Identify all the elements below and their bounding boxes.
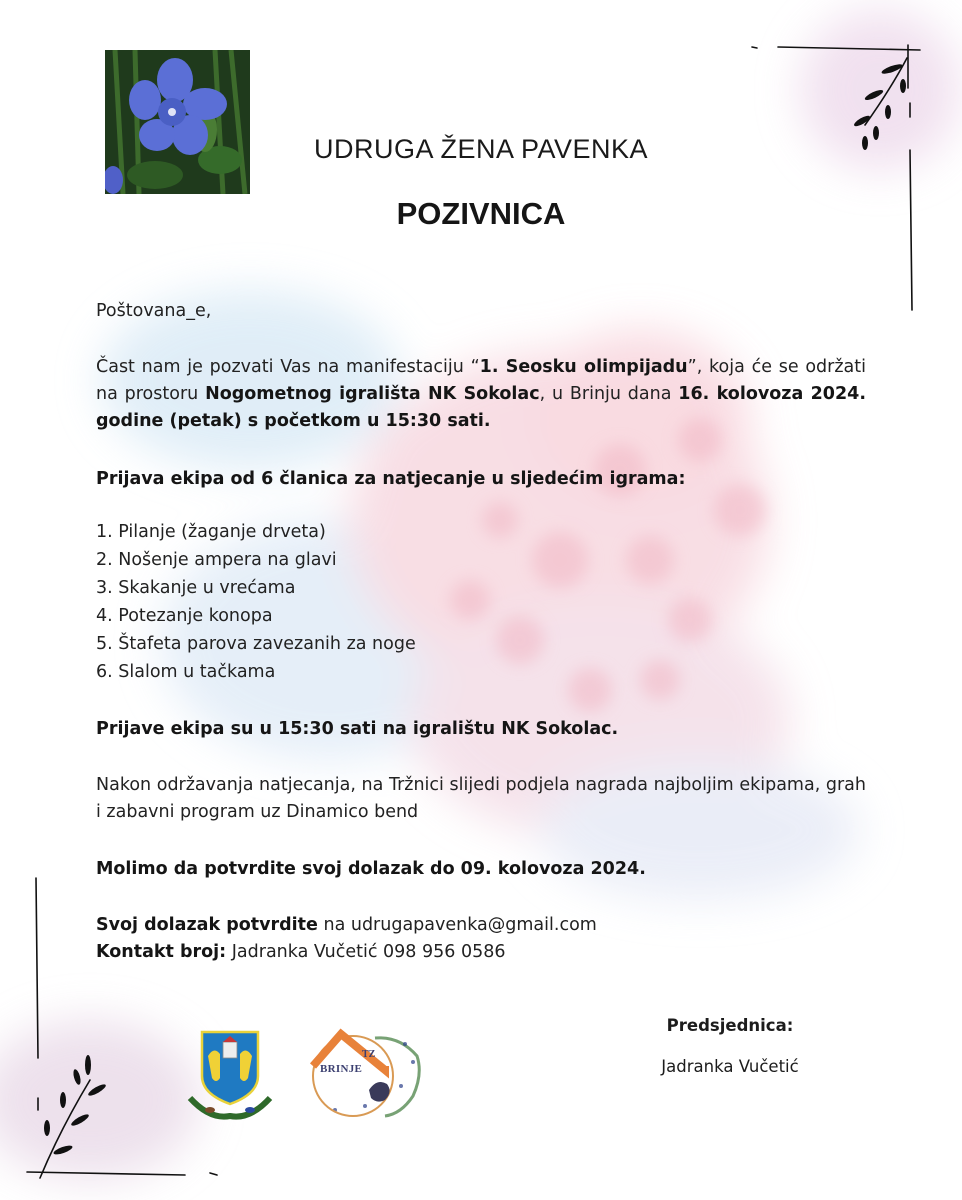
game-item: 6. Slalom u tačkama (96, 662, 276, 682)
event-name: 1. Seosku olimpijadu (479, 357, 688, 377)
game-item: 2. Nošenje ampera na glavi (96, 550, 337, 570)
contact-phone: Jadranka Vučetić 098 956 0586 (226, 942, 506, 962)
greeting: Poštovana_e, (96, 301, 212, 321)
event-datetime: 16. kolovoza 2024. godine (petak) s početkom u 15:30 sati. (96, 384, 866, 431)
intro-text-3: , u Brinju dana (539, 384, 679, 404)
intro-text-2: ”, koja će se održati na prostoru (96, 357, 866, 404)
tz-brinje-logo (305, 1026, 425, 1122)
confirm-label: Svoj dolazak potvrdite (96, 915, 318, 935)
contact-email[interactable]: na udrugapavenka@gmail.com (317, 915, 597, 935)
signature-name: Jadranka Vučetić (661, 1057, 799, 1076)
contact-phone-line (96, 939, 866, 966)
rsvp-deadline: Molimo da potvrdite svoj dolazak do 09. kolovoza 2024. (96, 859, 646, 879)
tz-text: TZ (362, 1049, 376, 1060)
intro-text-1: Čast nam je pozvati Vas na manifestaciju “ (96, 357, 480, 377)
venue-name: Nogometnog igrališta NK Sokolac (205, 384, 540, 404)
invitation-title: POZIVNICA (396, 196, 566, 231)
registration-note: Prijave ekipa su u 15:30 sati na igralištu NK Sokolac. (96, 719, 619, 739)
game-item: 4. Potezanje konopa (96, 606, 273, 626)
intro-paragraph (96, 354, 866, 435)
games-list (96, 518, 866, 686)
contact-email-line (96, 912, 866, 939)
game-item: 5. Štafeta parova zavezanih za noge (96, 634, 416, 654)
game-item: 1. Pilanje (žaganje drveta) (96, 522, 326, 542)
brinje-coat-of-arms-logo (186, 1028, 274, 1124)
games-heading: Prijava ekipa od 6 članica za natjecanje u sljedećim igrama: (96, 469, 686, 489)
organization-name: UDRUGA ŽENA PAVENKA (313, 134, 649, 164)
signature-title: Predsjednica: (666, 1016, 794, 1035)
periwinkle-flower-image (105, 50, 250, 194)
brinje-text: BRINJE (320, 1063, 363, 1075)
game-item: 3. Skakanje u vrećama (96, 578, 296, 598)
after-program-paragraph: Nakon održavanja natjecanja, na Tržnici slijedi podjela nagrada najboljim ekipama, grah i zabavni program uz Dinamico bend (96, 775, 866, 822)
phone-label: Kontakt broj: (96, 942, 227, 962)
